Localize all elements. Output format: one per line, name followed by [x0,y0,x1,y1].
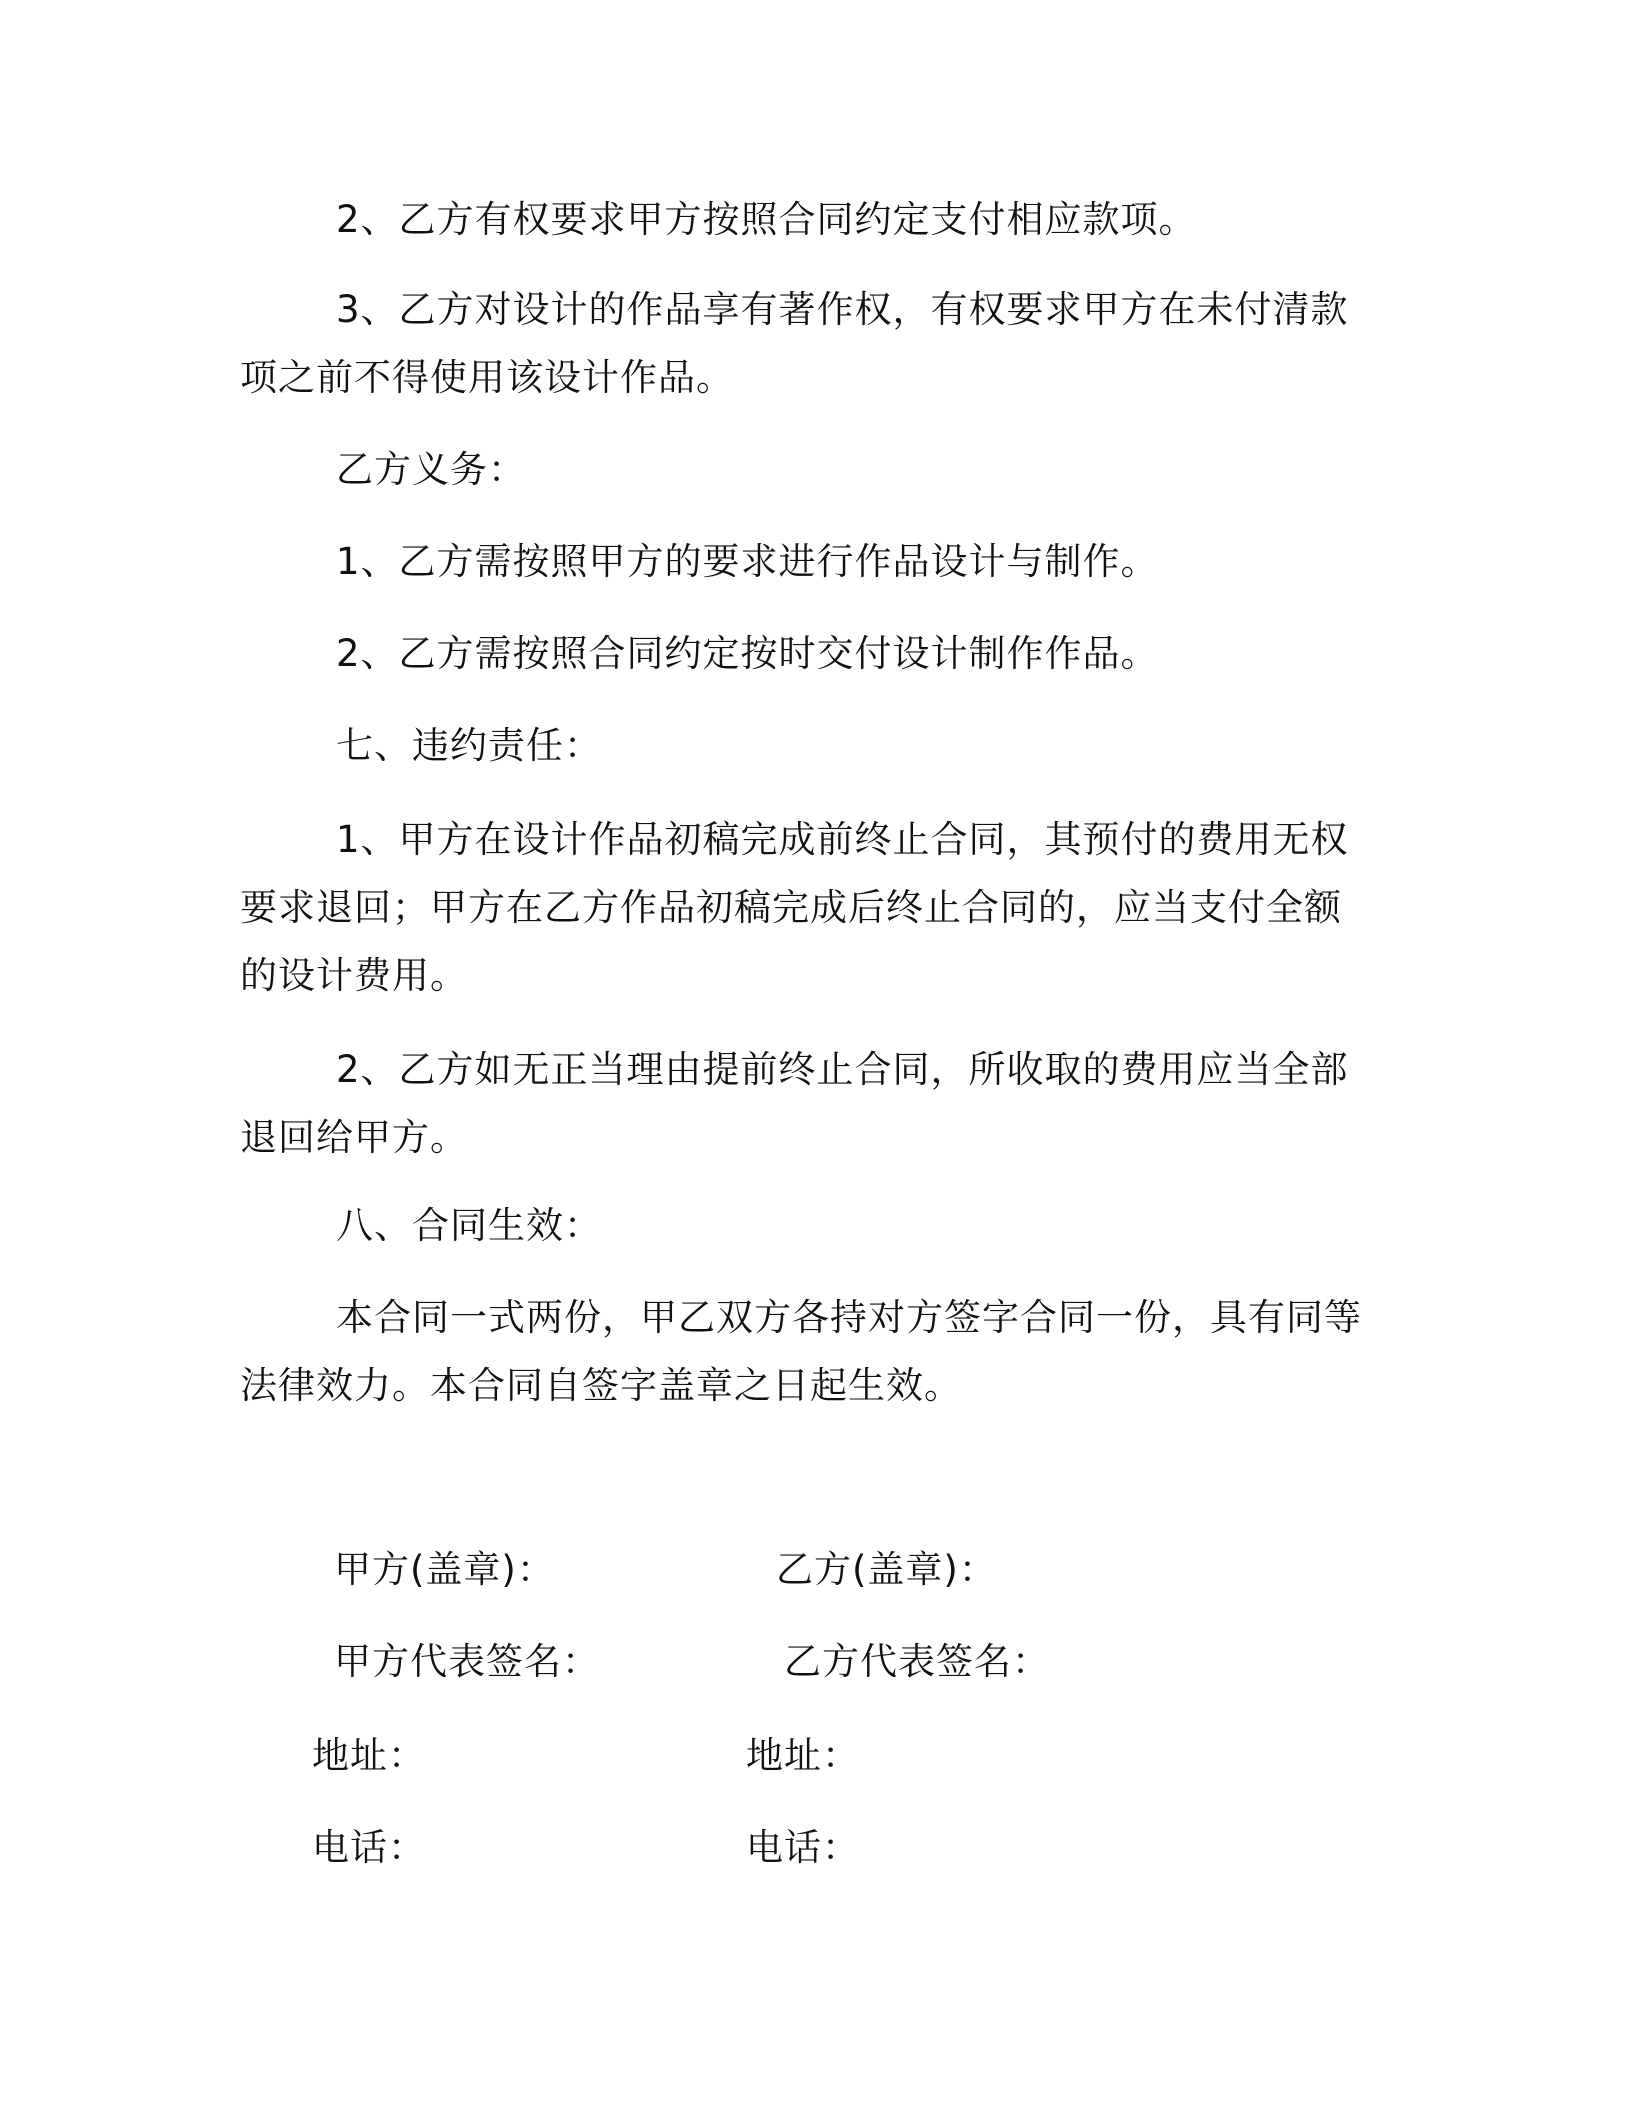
party-a-address-label: 地址： [312,1734,426,1777]
party-a-representative-label: 甲方代表签名： [334,1640,600,1683]
party-b-address-label: 地址： [746,1734,860,1777]
party-a-seal-label: 甲方(盖章)： [334,1548,555,1591]
paragraph-breach-party-b: 2、乙方如无正当理由提前终止合同，所收取的费用应当全部退回给甲方。 [240,1048,1349,1159]
paragraph-breach-party-a: 1、甲方在设计作品初稿完成前终止合同，其预付的费用无权要求退回；甲方在乙方作品初稿完成后终止合同的，应当支付全额的设计费用。 [240,818,1349,997]
paragraph-right-payment: 2、乙方有权要求甲方按照合同约定支付相应款项。 [336,198,1197,241]
paragraph-right-copyright: 3、乙方对设计的作品享有著作权，有权要求甲方在未付清款项之前不得使用该设计作品。 [240,288,1349,399]
paragraph-contract-effect: 本合同一式两份，甲乙双方各持对方签字合同一份，具有同等法律效力。本合同自签字盖章之日起生效。 [240,1296,1362,1407]
party-b-phone-label: 电话： [746,1826,860,1869]
heading-party-b-obligations: 乙方义务： [336,448,526,491]
paragraph-obligation-delivery: 2、乙方需按照合同约定按时交付设计制作作品。 [336,632,1159,675]
party-b-representative-label: 乙方代表签名： [784,1640,1050,1683]
heading-breach-liability: 七、违约责任： [336,724,602,767]
heading-contract-effect: 八、合同生效： [336,1204,602,1247]
paragraph-obligation-design: 1、乙方需按照甲方的要求进行作品设计与制作。 [336,540,1159,583]
party-b-seal-label: 乙方(盖章)： [776,1548,997,1591]
party-a-phone-label: 电话： [312,1826,426,1869]
